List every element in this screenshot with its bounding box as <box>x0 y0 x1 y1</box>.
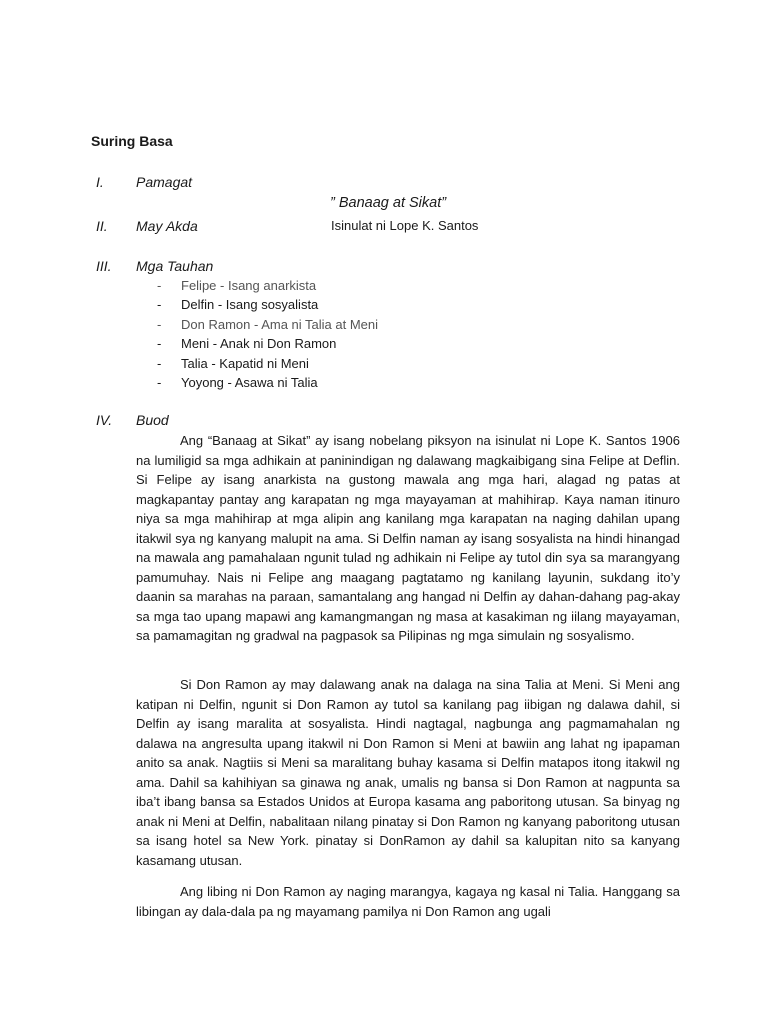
author-line: Isinulat ni Lope K. Santos <box>331 218 479 233</box>
paragraph-text: Ang “Banaag at Sikat” ay isang nobelang piksyon na isinulat ni Lope K. Santos 1906 na lumiligid sa mga adhikain at paninindigan ng dalawang magkaibigang sina Felipe at Deflin. Si Felipe ay isang anarkista na gustong mawala ang mga hari, alagad ng patas at magkapantay pantay ang karapatan ng mga mayayaman at mahihirap. Kaya naman itinuro niya sa mga mahihirap at mga alipin ang kanilang mga karapatan na naging dahilan upang itakwil sya ng kanyang malupit na ama. Si Delfin naman ay isang sosyalista na hindi hinangad na mawala ang pamahalaan ngunit tulad ng adhikain ni Felipe ay tutol din sya sa marangyang pamumuhay. Nais ni Felipe ang maagang pagtatamo ng kanilang layunin, sukdang ito’y daanin sa marahas na paraan, samantalang ang hangad ni Delfin ay dahan-dahang pag-akay sa mga tao upang mapawi ang kamangmangan ng masa at kasakiman ng iilang mayayaman, sa pamamagitan ng gradwal na pagpasok sa Pilipinas ng mga simulain ng sosyalismo. <box>136 433 680 643</box>
character-list <box>157 276 378 392</box>
section-heading-may-akda: May Akda <box>136 218 198 234</box>
list-dash: - <box>157 297 162 313</box>
section-heading-buod: Buod <box>136 412 169 428</box>
list-item <box>157 354 378 373</box>
document-title: Suring Basa <box>91 133 173 149</box>
character-entry: Delfin - Isang sosyalista <box>181 297 319 313</box>
list-item <box>157 334 378 353</box>
character-entry: Meni - Anak ni Don Ramon <box>181 336 337 352</box>
summary-paragraph-2 <box>136 675 680 870</box>
list-item <box>157 295 378 314</box>
list-dash: - <box>157 374 162 390</box>
section-numeral-3: III. <box>96 258 112 274</box>
paragraph-text: Si Don Ramon ay may dalawang anak na dalaga na sina Talia at Meni. Si Meni ang katipan ni Delfin, ngunit si Don Ramon ay tutol sa kanilang pag iibigan ng dalawa dahil, si Delfin ay isang maralita at sosyalista. Hindi nagtagal, nagbunga ang pagmamahalan ng dalawa na angresulta upang itakwil ni Don Ramon si Meni at bawiin ang lahat ng ipapaman anito sa anak. Nagtiis si Meni sa maralitang buhay kasama si Delfin matapos itong itakwil ng ama. Dahil sa kahihiyan sa ginawa ng anak, umalis ng bansa si Don Ramon at nagpunta sa iba’t ibang bansa sa Estados Unidos at Europa kasama ang paboritong utusan. Sa binyag ng anak ni Meni at Delfin, nabalitaan nilang pinatay si Don Ramon ng kanyang paboritong utusan sa isang hotel sa New York. pinatay si DonRamon ay dahil sa kalupitan nito sa kanyang kasamang utusan. <box>136 677 680 868</box>
character-entry: Felipe - Isang anarkista <box>181 278 317 293</box>
summary-paragraph-3 <box>136 882 680 921</box>
list-item <box>157 315 378 334</box>
section-heading-mga-tauhan: Mga Tauhan <box>136 258 214 274</box>
character-entry: Yoyong - Asawa ni Talia <box>181 374 318 390</box>
section-heading-pamagat: Pamagat <box>136 174 193 190</box>
section-numeral-2: II. <box>96 218 108 234</box>
summary-paragraph-1 <box>136 431 680 646</box>
work-title: ” Banaag at Sikat” <box>330 195 447 211</box>
section-numeral-1: I. <box>96 174 104 190</box>
list-dash: - <box>157 278 162 293</box>
list-dash: - <box>157 355 162 371</box>
paragraph-text: Ang libing ni Don Ramon ay naging marangya, kagaya ng kasal ni Talia. Hanggang sa libingan ay dala-dala pa ng mayamang pamilya ni Don Ramon ang ugali <box>136 884 680 919</box>
list-item <box>157 276 378 295</box>
list-dash: - <box>157 336 162 352</box>
list-item <box>157 373 378 392</box>
section-numeral-4: IV. <box>96 412 113 428</box>
character-entry: Talia - Kapatid ni Meni <box>181 355 309 371</box>
character-entry: Don Ramon - Ama ni Talia at Meni <box>181 316 379 332</box>
list-dash: - <box>157 316 162 332</box>
